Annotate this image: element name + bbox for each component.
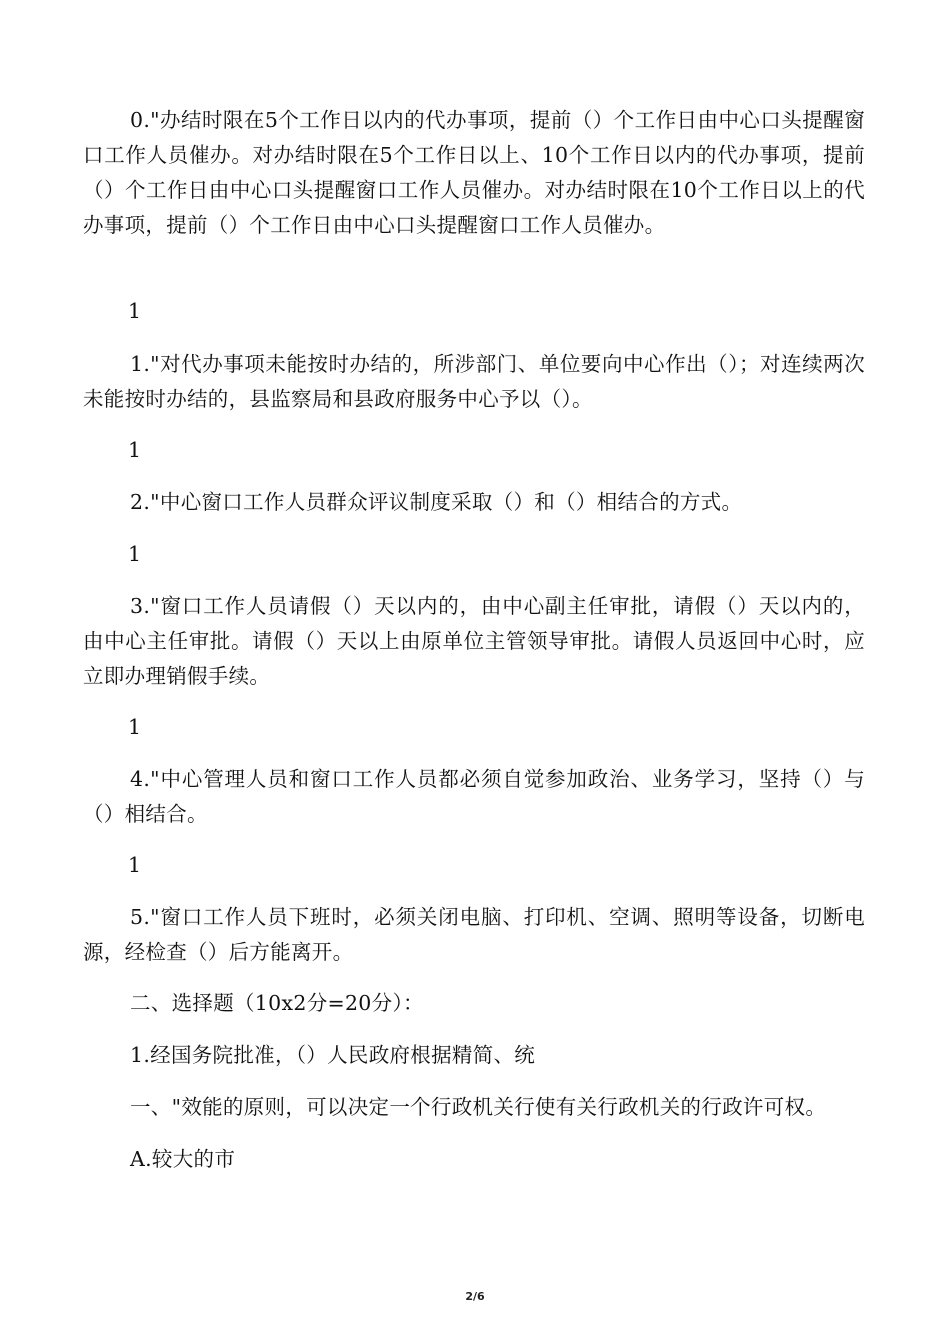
option-a: A.较大的市: [130, 1147, 236, 1171]
answer-placeholder-3: 1: [128, 715, 142, 739]
choice-question-1-cont: 一、"效能的原则，可以决定一个行政机关行使有关行政机关的行政许可权。: [130, 1095, 827, 1119]
section-heading: 二、选择题（10x2分=20分）：: [130, 991, 424, 1015]
question-3: 3."窗口工作人员请假（）天以内的，由中心副主任审批，请假（）天以内的，由中心主任审批。请假（）天以上由原单位主管领导审批。请假人员返回中心时，应立即办理销假手续。: [83, 594, 865, 688]
question-5: 5."窗口工作人员下班时，必须关闭电脑、打印机、空调、照明等设备，切断电源，经检查（）后方能离开。: [83, 905, 865, 964]
question-2: 2."中心窗口工作人员群众评议制度采取（）和（）相结合的方式。: [130, 490, 743, 514]
choice-question-1: 1.经国务院批准，（）人民政府根据精简、统: [130, 1043, 536, 1067]
page-number: 2/6: [465, 1290, 485, 1303]
question-1: 1."对代办事项未能按时办结的，所涉部门、单位要向中心作出（）；对连续两次未能按时办结的，县监察局和县政府服务中心予以（）。: [83, 352, 865, 411]
answer-placeholder-1: 1: [128, 438, 142, 462]
answer-placeholder-2: 1: [128, 542, 142, 566]
answer-placeholder-0: 1: [128, 299, 142, 323]
answer-placeholder-4: 1: [128, 853, 142, 877]
question-0: 0."办结时限在5个工作日以内的代办事项，提前（）个工作日由中心口头提醒窗口工作人员催办。对办结时限在5个工作日以上、10个工作日以内的代办事项，提前（）个工作日由中心口头提醒窗口工作人员催办。对办结时限在10个工作日以上的代办事项，提前（）个工作日由中心口头提醒窗口工作人员催办。: [83, 108, 865, 237]
question-4: 4."中心管理人员和窗口工作人员都必须自觉参加政治、业务学习，坚持（）与（）相结合。: [83, 767, 865, 826]
